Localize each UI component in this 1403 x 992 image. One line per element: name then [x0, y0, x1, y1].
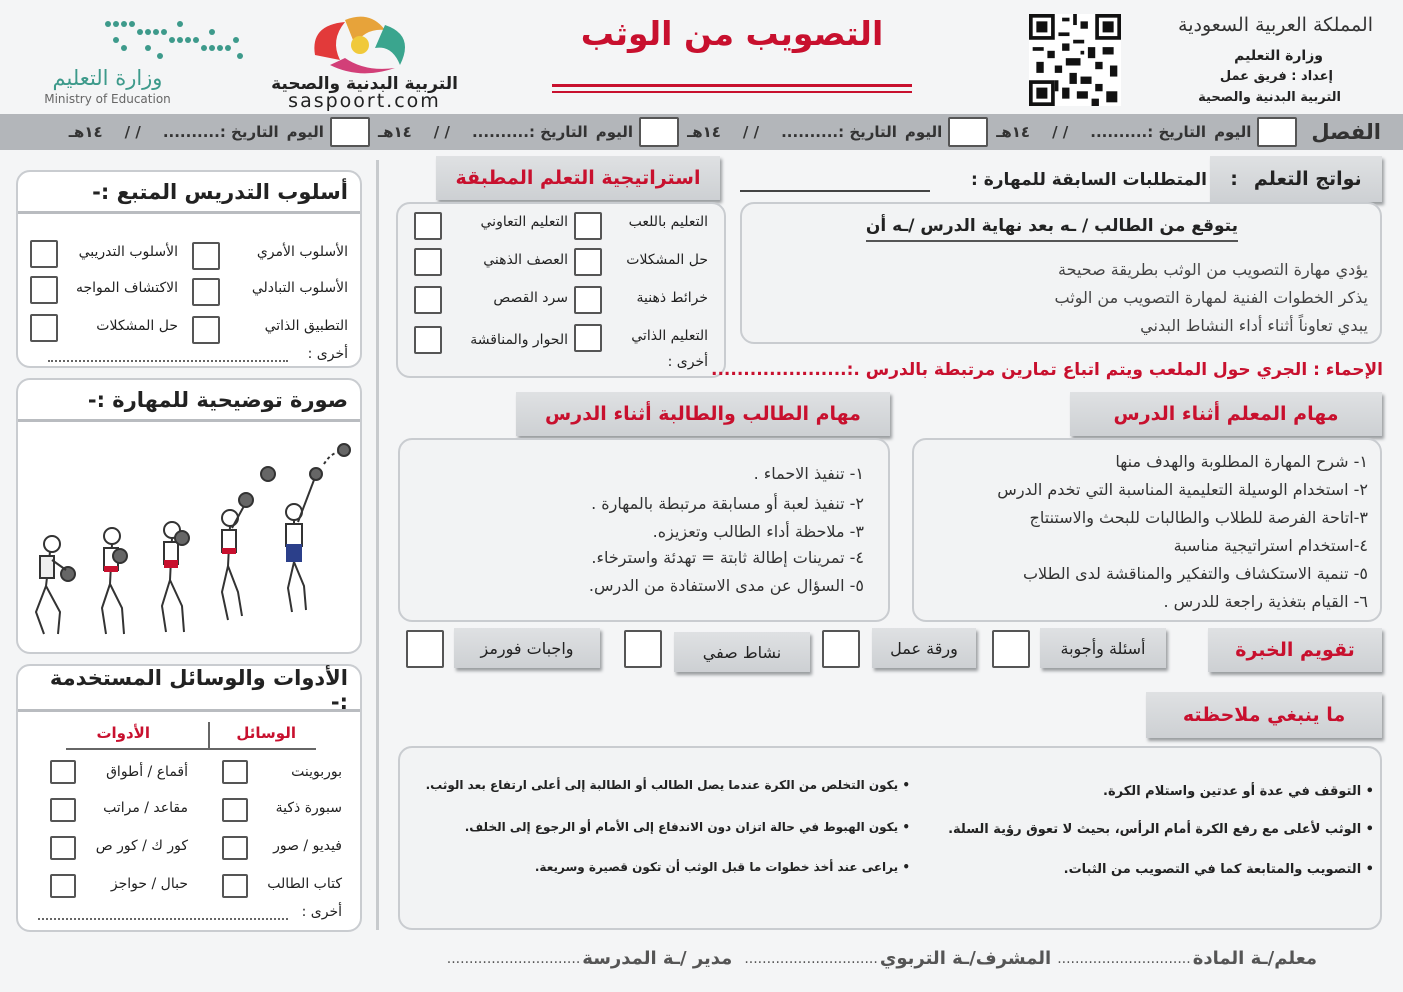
sig-supervisor: المشرف/ـة التربوي: [879, 948, 1052, 969]
strategy-item: العصف الذهني: [483, 252, 568, 268]
assessment-option: ورقة عمل: [872, 628, 976, 668]
col-tools: الأدوات: [96, 724, 150, 742]
means-checkbox[interactable]: [222, 798, 248, 822]
header-ministry: وزارة التعليم: [1234, 48, 1323, 64]
header-prepared-by: إعداد : فريق عمل: [1219, 69, 1333, 84]
day-box[interactable]: [948, 117, 988, 147]
teacher-task: ٥- تنمية الاستكشاف والتفكير والمناقشة لدى الطلاب: [1022, 564, 1368, 583]
day-label: اليوم: [286, 123, 324, 141]
student-task: ٣- ملاحظة أداء الطالب وتعزيزه.: [652, 522, 864, 541]
note-item: • يكون الهبوط في حالة اتزان دون الاندفاع إلى الأمام أو الرجوع إلى الخلف.: [464, 820, 910, 834]
strategy-checkbox[interactable]: [574, 324, 602, 352]
teacher-tasks-tab: مهام المعلم أثناء الدرس: [1070, 392, 1382, 436]
pe-brand: التربية البدنية والصحية: [271, 74, 458, 94]
means-item: كتاب الطالب: [267, 876, 342, 892]
tools-title: الأدوات والوسائل المستخدمة :-: [18, 670, 360, 712]
strategy-item: خرائط ذهنية: [636, 290, 708, 306]
pe-logo-icon: [300, 10, 420, 80]
tools-item: كور ك / كور ص: [95, 838, 188, 854]
note-item: • يراعى عند أخذ خطوات ما قبل الوثب أن تكون قصيرة وسريعة.: [534, 860, 910, 874]
tools-other: أخرى :: [301, 904, 342, 920]
means-item: سبورة ذكية: [275, 800, 342, 816]
title-underline: [552, 91, 912, 93]
moe-logo-icon: [100, 18, 250, 60]
class-label: الفصل: [1311, 120, 1381, 144]
sig-supervisor-dots[interactable]: ..............................: [744, 950, 878, 967]
teaching-style-card: [16, 170, 362, 368]
tools-card: [16, 664, 362, 932]
student-task: ٥- السؤال عن مدى الاستفادة من الدرس.: [588, 576, 864, 595]
means-item: بوربوينت: [291, 764, 342, 780]
assessment-checkbox[interactable]: [406, 630, 444, 668]
class-box[interactable]: [1257, 117, 1297, 147]
sig-teacher-dots[interactable]: ..............................: [1057, 950, 1191, 967]
teaching-style-title: أسلوب التدريس المتبع :-: [18, 172, 360, 214]
tools-checkbox[interactable]: [50, 874, 76, 898]
outcomes-box: [740, 202, 1382, 344]
expect-text: يتوقع من الطالب / ـه بعد نهاية الدرس /ـه أن: [866, 216, 1238, 242]
qr-code-icon: [1024, 14, 1126, 106]
student-tasks-tab: مهام الطالب والطالبة أثناء الدرس: [516, 392, 890, 436]
year-label: ١٤هـ: [377, 123, 412, 141]
header-dept: التربية البدنية والصحية: [1198, 90, 1341, 105]
sig-principal-dots[interactable]: ..............................: [446, 950, 581, 967]
note-item: • يكون التخلص من الكرة عندما يصل الطالب أو الطالبة إلى أعلى ارتفاع بعد الوثب.: [425, 778, 910, 792]
strategy-item: الحوار والمناقشة: [470, 332, 568, 348]
illustration-card: [16, 378, 362, 654]
outcomes-tab: [1210, 156, 1382, 202]
date-dots: ..........: [781, 123, 839, 141]
moe-en: Ministry of Education: [44, 92, 171, 106]
style-item: الاكتشاف المواجه: [75, 280, 178, 296]
strategy-checkbox[interactable]: [414, 212, 442, 240]
jump-shot-illustration-icon: [24, 436, 354, 646]
notes-tab: ما ينبغي ملاحظته: [1146, 692, 1382, 738]
sidebar-divider: [376, 160, 379, 930]
strategy-item: التعليم الذاتي: [631, 328, 708, 344]
tools-other-dots: [38, 918, 288, 920]
style-checkbox[interactable]: [30, 314, 58, 342]
objective-item: يذكر الخطوات الفنية لمهارة التصويب من الوثب: [1054, 288, 1368, 307]
date-label: التاريخ :: [219, 123, 279, 141]
objective-item: يبدي تعاوناً أثناء أداء النشاط البدني: [1140, 316, 1368, 335]
date-dots: ..........: [471, 123, 529, 141]
assessment-option: نشاط صفي: [674, 632, 810, 672]
teacher-task: ٤-استخدام استراتيجية مناسبة: [1173, 536, 1368, 555]
style-item: حل المشكلات: [96, 318, 178, 334]
date-slashes: / /: [124, 123, 141, 141]
strategy-item: حل المشكلات: [626, 252, 708, 268]
assessment-tab: تقويم الخبرة: [1208, 628, 1382, 672]
prereq-label: المتطلبات السابقة للمهارة :: [971, 170, 1207, 190]
style-checkbox[interactable]: [192, 278, 220, 306]
date-slashes: / /: [742, 123, 760, 141]
sig-teacher: معلم/ـة المادة: [1192, 948, 1317, 969]
year-label: ١٤هـ: [996, 123, 1031, 141]
strategy-checkbox[interactable]: [414, 286, 442, 314]
illustration-title: صورة توضيحية للمهارة :-: [18, 380, 360, 422]
pe-site: saspoort.com: [288, 90, 441, 112]
year-label: ١٤هـ: [68, 123, 103, 141]
student-tasks-box: [398, 438, 890, 622]
moe-ar: وزارة التعليم: [52, 66, 163, 90]
outcomes-label: نواتج التعلم: [1253, 168, 1362, 190]
assessment-checkbox[interactable]: [822, 630, 860, 668]
style-item: الأسلوب الأمري: [256, 244, 348, 260]
prereq-line[interactable]: [740, 190, 930, 192]
day-label: اليوم: [904, 123, 943, 141]
teacher-task: ١- شرح المهارة المطلوبة والهدف منها: [1115, 452, 1368, 471]
note-item: • الوثب لأعلى مع رفع الكرة أمام الرأس، بحيث لا تعوق رؤية السلة.: [948, 822, 1374, 837]
style-checkbox[interactable]: [192, 242, 220, 270]
strategy-checkbox[interactable]: [414, 326, 442, 354]
page-title: التصويب من الوثب: [580, 14, 884, 53]
teacher-task: ٣-اتاحة الفرصة للطلاب والطالبات للبحث والاستنتاج: [1029, 508, 1368, 527]
means-checkbox[interactable]: [222, 836, 248, 860]
tools-item: مقاعد / مراتب: [103, 800, 188, 816]
tools-checkbox[interactable]: [50, 760, 76, 784]
day-box[interactable]: [639, 117, 679, 147]
means-checkbox[interactable]: [222, 874, 248, 898]
strategy-checkbox[interactable]: [574, 248, 602, 276]
objective-item: يؤدي مهارة التصويب من الوثب بطريقة صحيحة: [1058, 260, 1368, 279]
teacher-task: ٦- القيام بتغذية راجعة للدرس .: [1163, 592, 1368, 611]
year-label: ١٤هـ: [687, 123, 721, 141]
means-checkbox[interactable]: [222, 760, 248, 784]
student-task: ١- تنفيذ الاحماء .: [753, 464, 864, 483]
strategy-item: سرد القصص: [493, 290, 568, 306]
date-dots: ..........: [162, 123, 220, 141]
strategy-checkbox[interactable]: [574, 286, 602, 314]
sig-principal: مدير /ـة المدرسة: [582, 948, 733, 969]
style-checkbox[interactable]: [30, 276, 58, 304]
day-box[interactable]: [330, 117, 370, 147]
student-task: ٤- تمرينات إطالة ثابتة = تهدئة واسترخاء.: [591, 548, 864, 567]
tools-item: حبال / حواجز: [110, 876, 188, 892]
assessment-option: واجبات فورمز: [454, 628, 600, 668]
date-label: التاريخ :: [838, 123, 897, 141]
assessment-checkbox[interactable]: [624, 630, 662, 668]
student-task: ٢- تنفيذ لعبة أو مسابقة مرتبطة بالمهارة .: [591, 494, 864, 513]
note-item: • التصويب والمتابعة كما في التصويب من الثبات.: [1063, 862, 1374, 877]
style-checkbox[interactable]: [192, 316, 220, 344]
date-slashes: / /: [433, 123, 450, 141]
tools-checkbox[interactable]: [50, 836, 76, 860]
date-label: التاريخ :: [528, 123, 588, 141]
strategy-other: أخرى :: [667, 354, 708, 370]
means-item: فيديو / صور: [273, 838, 342, 854]
day-label: اليوم: [595, 123, 634, 141]
date-band: [0, 114, 1403, 150]
date-slashes: / /: [1052, 123, 1069, 141]
note-item: • التوقف في عدة أو عدتين واستلام الكرة.: [1103, 784, 1374, 799]
strategy-item: التعليم باللعب: [628, 214, 708, 230]
tools-item: أقماع / أطواق: [106, 764, 188, 780]
date-dots: ..........: [1090, 123, 1148, 141]
tools-vline: [208, 722, 210, 750]
strategy-box: [396, 202, 726, 378]
assessment-option: أسئلة وأجوبة: [1040, 628, 1166, 668]
kingdom-logo: المملكة العربية السعودية: [1178, 14, 1373, 36]
tools-checkbox[interactable]: [50, 798, 76, 822]
outcomes-colon: :: [1230, 168, 1238, 190]
strategy-checkbox[interactable]: [574, 212, 602, 240]
style-item: الأسلوب التدريبي: [78, 244, 178, 260]
title-underline: [552, 84, 912, 87]
col-means: الوسائل: [236, 724, 296, 742]
signature-row: [447, 948, 1317, 969]
assessment-checkbox[interactable]: [992, 630, 1030, 668]
strategy-checkbox[interactable]: [414, 248, 442, 276]
date-label: التاريخ :: [1147, 123, 1207, 141]
notes-box: [398, 746, 1382, 930]
teacher-task: ٢- استخدام الوسيلة التعليمية المناسبة التي تخدم الدرس: [997, 480, 1368, 499]
strategy-tab: استراتيجية التعلم المطبقة: [436, 156, 720, 200]
warmup-text: الإحماء : الجري حول الملعب ويتم اتباع تمارين مرتبطة بالدرس .:.....................: [711, 360, 1383, 380]
day-label: اليوم: [1214, 123, 1252, 141]
strategy-item: التعليم التعاوني: [480, 214, 568, 230]
style-other-dots: [48, 360, 288, 362]
style-checkbox[interactable]: [30, 240, 58, 268]
style-other: أخرى :: [307, 346, 348, 362]
tools-hline: [66, 748, 316, 750]
style-item: الأسلوب التبادلي: [251, 280, 348, 296]
style-item: التطبيق الذاتي: [264, 318, 348, 334]
teacher-tasks-box: [912, 438, 1382, 622]
